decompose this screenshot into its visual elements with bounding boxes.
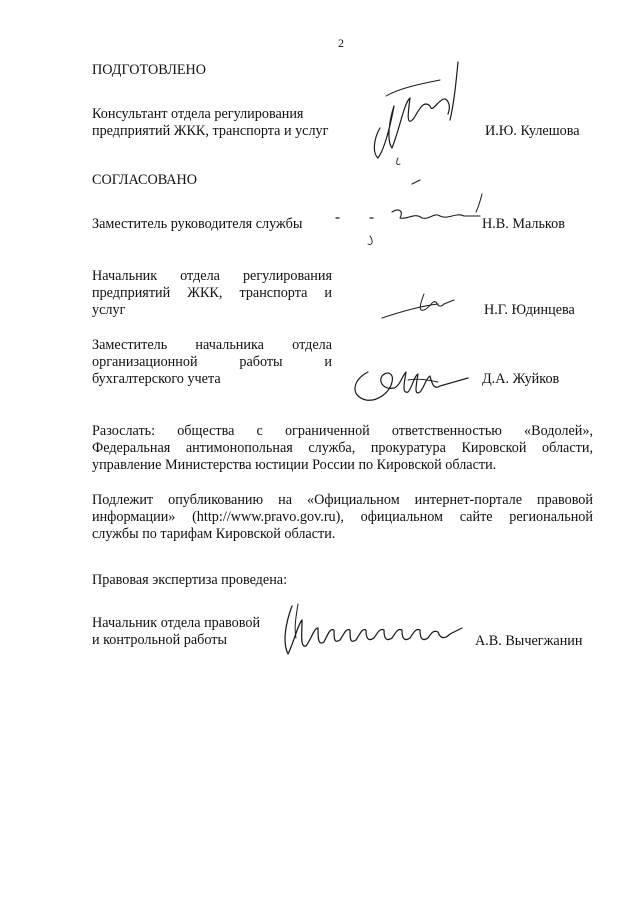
position-line: услуг bbox=[92, 302, 126, 318]
signer-position: Заместитель руководителя службы bbox=[92, 216, 303, 232]
signature-zhuykov bbox=[348, 362, 476, 408]
legal-review-name: А.В. Вычегжанин bbox=[475, 633, 583, 649]
position-line: предприятий ЖКК, транспорта и bbox=[92, 285, 332, 301]
signer-position bbox=[92, 268, 332, 319]
position-line: бухгалтерского учета bbox=[92, 371, 221, 387]
position-line: Начальник отдела регулирования bbox=[92, 268, 332, 284]
prepared-heading: ПОДГОТОВЛЕНО bbox=[92, 62, 206, 78]
position-line: Начальник отдела правовой bbox=[92, 615, 261, 631]
paragraph-line: управление Министерства юстиции России по Кировской области. bbox=[92, 457, 497, 473]
prepared-position bbox=[92, 106, 328, 140]
paragraph-line: Федеральная антимонопольная служба, прокуратура Кировской области, bbox=[92, 440, 593, 456]
signature-malkov bbox=[330, 172, 490, 252]
paragraph-line: службы по тарифам Кировской области. bbox=[92, 526, 336, 542]
paragraph-line: Подлежит опубликованию на «Официальном интернет-портале правовой bbox=[92, 492, 593, 508]
position-line: и контрольной работы bbox=[92, 632, 227, 648]
signature-vychegzhanin bbox=[272, 598, 468, 664]
position-line: организационной работы и bbox=[92, 354, 332, 370]
legal-review-statement: Правовая экспертиза проведена: bbox=[92, 572, 288, 588]
paragraph-line: информации» (http://www.pravo.gov.ru), официальном сайте региональной bbox=[92, 509, 593, 525]
distribution-paragraph bbox=[92, 423, 593, 474]
signer-position bbox=[92, 337, 332, 388]
legal-review-position bbox=[92, 615, 260, 649]
position-line: Консультант отдела регулирования bbox=[92, 106, 304, 122]
signature-yudintseva bbox=[380, 290, 460, 326]
signer-name: Н.В. Мальков bbox=[482, 216, 565, 232]
position-line: предприятий ЖКК, транспорта и услуг bbox=[92, 123, 329, 139]
agreed-heading: СОГЛАСОВАНО bbox=[92, 172, 198, 188]
page-number: 2 bbox=[338, 36, 344, 50]
signer-name: Д.А. Жуйков bbox=[482, 371, 560, 387]
publication-paragraph bbox=[92, 492, 593, 543]
position-line: Заместитель начальника отдела bbox=[92, 337, 332, 353]
signer-name: Н.Г. Юдинцева bbox=[484, 302, 575, 318]
signature-kuleshova bbox=[360, 58, 470, 168]
prepared-name: И.Ю. Кулешова bbox=[485, 123, 580, 139]
paragraph-line: Разослать: общества с ограниченной ответственностью «Водолей», bbox=[92, 423, 593, 439]
